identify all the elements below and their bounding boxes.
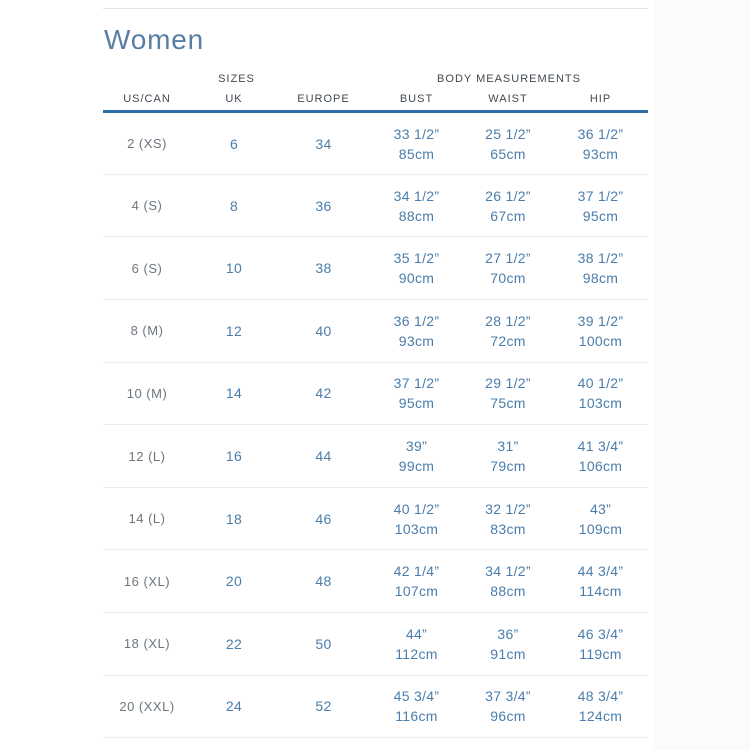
cell-bust-measurement: [370, 487, 463, 550]
bust-cm: 95cm: [398, 395, 435, 412]
cell-hip-measurement: [553, 613, 648, 676]
waist-cm: 96cm: [490, 708, 526, 725]
waist-inches: 34 1/2”: [485, 563, 531, 580]
hip-inches: 46 3/4”: [577, 625, 624, 642]
hip-cm: 114cm: [579, 583, 622, 600]
waist-cm: 72cm: [490, 332, 526, 349]
hip-cm: 124cm: [578, 708, 623, 725]
bust-inches: 40 1/2”: [393, 500, 440, 517]
cell-uk-size: 10: [191, 237, 277, 300]
cell-waist-measurement: [463, 613, 553, 676]
hip-inches: 43”: [589, 500, 612, 517]
cell-bust-measurement: [370, 300, 463, 363]
table-row: [103, 174, 648, 237]
cell-europe-size: 48: [277, 550, 370, 613]
cell-europe-size: 44: [277, 425, 370, 488]
cell-europe-size: 46: [277, 487, 370, 550]
cell-bust-measurement: [370, 613, 463, 676]
size-table-body: [103, 112, 648, 738]
cell-uk-size: 12: [191, 300, 277, 363]
cell-hip-measurement: [553, 174, 648, 237]
cell-uk-size: 16: [191, 425, 277, 488]
column-header-europe: EUROPE: [277, 88, 370, 112]
waist-inches: 27 1/2”: [485, 250, 531, 267]
size-guide-section: [103, 8, 648, 738]
table-row: [103, 425, 648, 488]
bust-cm: 88cm: [398, 207, 435, 224]
table-header: [103, 71, 648, 112]
column-header-row: [103, 88, 648, 112]
cell-bust-measurement: [370, 237, 463, 300]
hip-inches: 48 3/4”: [577, 688, 624, 705]
cell-bust-measurement: [370, 675, 463, 738]
waist-inches: 29 1/2”: [485, 375, 531, 392]
cell-us-can-size: 2 (XS): [103, 112, 191, 175]
cell-europe-size: 40: [277, 300, 370, 363]
waist-inches: 26 1/2”: [485, 187, 531, 204]
cell-uk-size: 18: [191, 487, 277, 550]
cell-europe-size: 36: [277, 174, 370, 237]
cell-uk-size: 14: [191, 362, 277, 425]
cell-europe-size: 34: [277, 112, 370, 175]
group-header-row: [103, 71, 648, 88]
bust-inches: 42 1/4”: [393, 563, 440, 580]
bust-cm: 90cm: [398, 270, 435, 287]
cell-us-can-size: 8 (M): [103, 300, 191, 363]
waist-inches: 32 1/2”: [485, 500, 531, 517]
hip-cm: 100cm: [578, 332, 623, 349]
cell-uk-size: 24: [191, 675, 277, 738]
bust-cm: 107cm: [394, 583, 439, 600]
bust-inches: 36 1/2”: [393, 312, 440, 329]
cell-hip-measurement: [553, 550, 648, 613]
bust-inches: 39”: [405, 438, 428, 455]
column-header-waist: WAIST: [463, 88, 553, 112]
cell-waist-measurement: [463, 237, 553, 300]
cell-bust-measurement: [370, 174, 463, 237]
hip-cm: 106cm: [578, 458, 623, 475]
column-header-bust: BUST: [370, 88, 463, 112]
group-header-sizes: SIZES: [218, 72, 255, 85]
cell-uk-size: 6: [191, 112, 277, 175]
hip-cm: 95cm: [582, 207, 619, 224]
cell-waist-measurement: [463, 174, 553, 237]
bust-cm: 85cm: [398, 145, 435, 162]
table-row: [103, 675, 648, 738]
cell-hip-measurement: [553, 362, 648, 425]
cell-bust-measurement: [370, 362, 463, 425]
cell-europe-size: 42: [277, 362, 370, 425]
hip-inches: 44 3/4”: [577, 563, 624, 580]
table-row: [103, 300, 648, 363]
waist-cm: 91cm: [490, 645, 526, 662]
cell-bust-measurement: [370, 425, 463, 488]
table-row: [103, 613, 648, 676]
cell-uk-size: 8: [191, 174, 277, 237]
hip-inches: 38 1/2”: [577, 250, 624, 267]
bust-inches: 37 1/2”: [393, 375, 440, 392]
cell-bust-measurement: [370, 112, 463, 175]
cell-us-can-size: 18 (XL): [103, 613, 191, 676]
cell-us-can-size: 4 (S): [103, 174, 191, 237]
cell-hip-measurement: [553, 425, 648, 488]
bust-cm: 112cm: [395, 645, 438, 662]
cell-bust-measurement: [370, 550, 463, 613]
table-row: [103, 362, 648, 425]
cell-us-can-size: 20 (XXL): [103, 675, 191, 738]
cell-hip-measurement: [553, 300, 648, 363]
table-row: [103, 112, 648, 175]
bust-inches: 45 3/4”: [393, 688, 440, 705]
waist-inches: 28 1/2”: [485, 312, 531, 329]
hip-inches: 36 1/2”: [577, 125, 624, 142]
group-header-body-measurements: BODY MEASUREMENTS: [437, 72, 581, 85]
cell-europe-size: 50: [277, 613, 370, 676]
page-title: Women: [104, 24, 204, 55]
bust-inches: 33 1/2”: [393, 125, 440, 142]
bust-cm: 103cm: [394, 520, 439, 537]
cell-waist-measurement: [463, 550, 553, 613]
bust-cm: 99cm: [398, 458, 435, 475]
bust-inches: 34 1/2”: [393, 187, 440, 204]
hip-cm: 119cm: [579, 645, 622, 662]
cell-us-can-size: 6 (S): [103, 237, 191, 300]
column-header-us-can: US/CAN: [103, 88, 191, 112]
cell-waist-measurement: [463, 300, 553, 363]
bust-inches: 35 1/2”: [393, 250, 440, 267]
cell-uk-size: 22: [191, 613, 277, 676]
hip-inches: 41 3/4”: [577, 438, 624, 455]
table-row: [103, 237, 648, 300]
cell-waist-measurement: [463, 112, 553, 175]
cell-us-can-size: 12 (L): [103, 425, 191, 488]
hip-cm: 109cm: [578, 520, 623, 537]
cell-hip-measurement: [553, 675, 648, 738]
bust-cm: 93cm: [398, 332, 435, 349]
cell-waist-measurement: [463, 362, 553, 425]
cell-uk-size: 20: [191, 550, 277, 613]
waist-inches: 25 1/2”: [485, 125, 531, 142]
hip-cm: 98cm: [582, 270, 619, 287]
waist-cm: 67cm: [490, 207, 526, 224]
hip-cm: 93cm: [582, 145, 619, 162]
waist-cm: 70cm: [490, 270, 526, 287]
column-header-hip: HIP: [553, 88, 648, 112]
bust-cm: 116cm: [395, 708, 438, 725]
waist-cm: 88cm: [490, 583, 526, 600]
cell-us-can-size: 16 (XL): [103, 550, 191, 613]
bust-inches: 44”: [405, 625, 428, 642]
cell-waist-measurement: [463, 425, 553, 488]
cell-hip-measurement: [553, 112, 648, 175]
cell-us-can-size: 10 (M): [103, 362, 191, 425]
waist-inches: 36”: [497, 625, 519, 642]
cell-hip-measurement: [553, 487, 648, 550]
cell-hip-measurement: [553, 237, 648, 300]
hip-cm: 103cm: [578, 395, 623, 412]
cell-waist-measurement: [463, 675, 553, 738]
waist-cm: 83cm: [490, 520, 526, 537]
table-row: [103, 550, 648, 613]
waist-cm: 75cm: [490, 395, 526, 412]
waist-cm: 79cm: [490, 458, 526, 475]
column-header-uk: UK: [191, 88, 277, 112]
waist-inches: 37 3/4”: [485, 688, 531, 705]
waist-cm: 65cm: [490, 145, 526, 162]
hip-inches: 40 1/2”: [577, 375, 624, 392]
cell-europe-size: 52: [277, 675, 370, 738]
cell-us-can-size: 14 (L): [103, 487, 191, 550]
table-row: [103, 487, 648, 550]
cell-europe-size: 38: [277, 237, 370, 300]
top-divider: [103, 8, 648, 9]
waist-inches: 31”: [497, 438, 519, 455]
cell-waist-measurement: [463, 487, 553, 550]
hip-inches: 39 1/2”: [577, 312, 624, 329]
hip-inches: 37 1/2”: [577, 187, 624, 204]
size-chart-table: [103, 71, 648, 738]
